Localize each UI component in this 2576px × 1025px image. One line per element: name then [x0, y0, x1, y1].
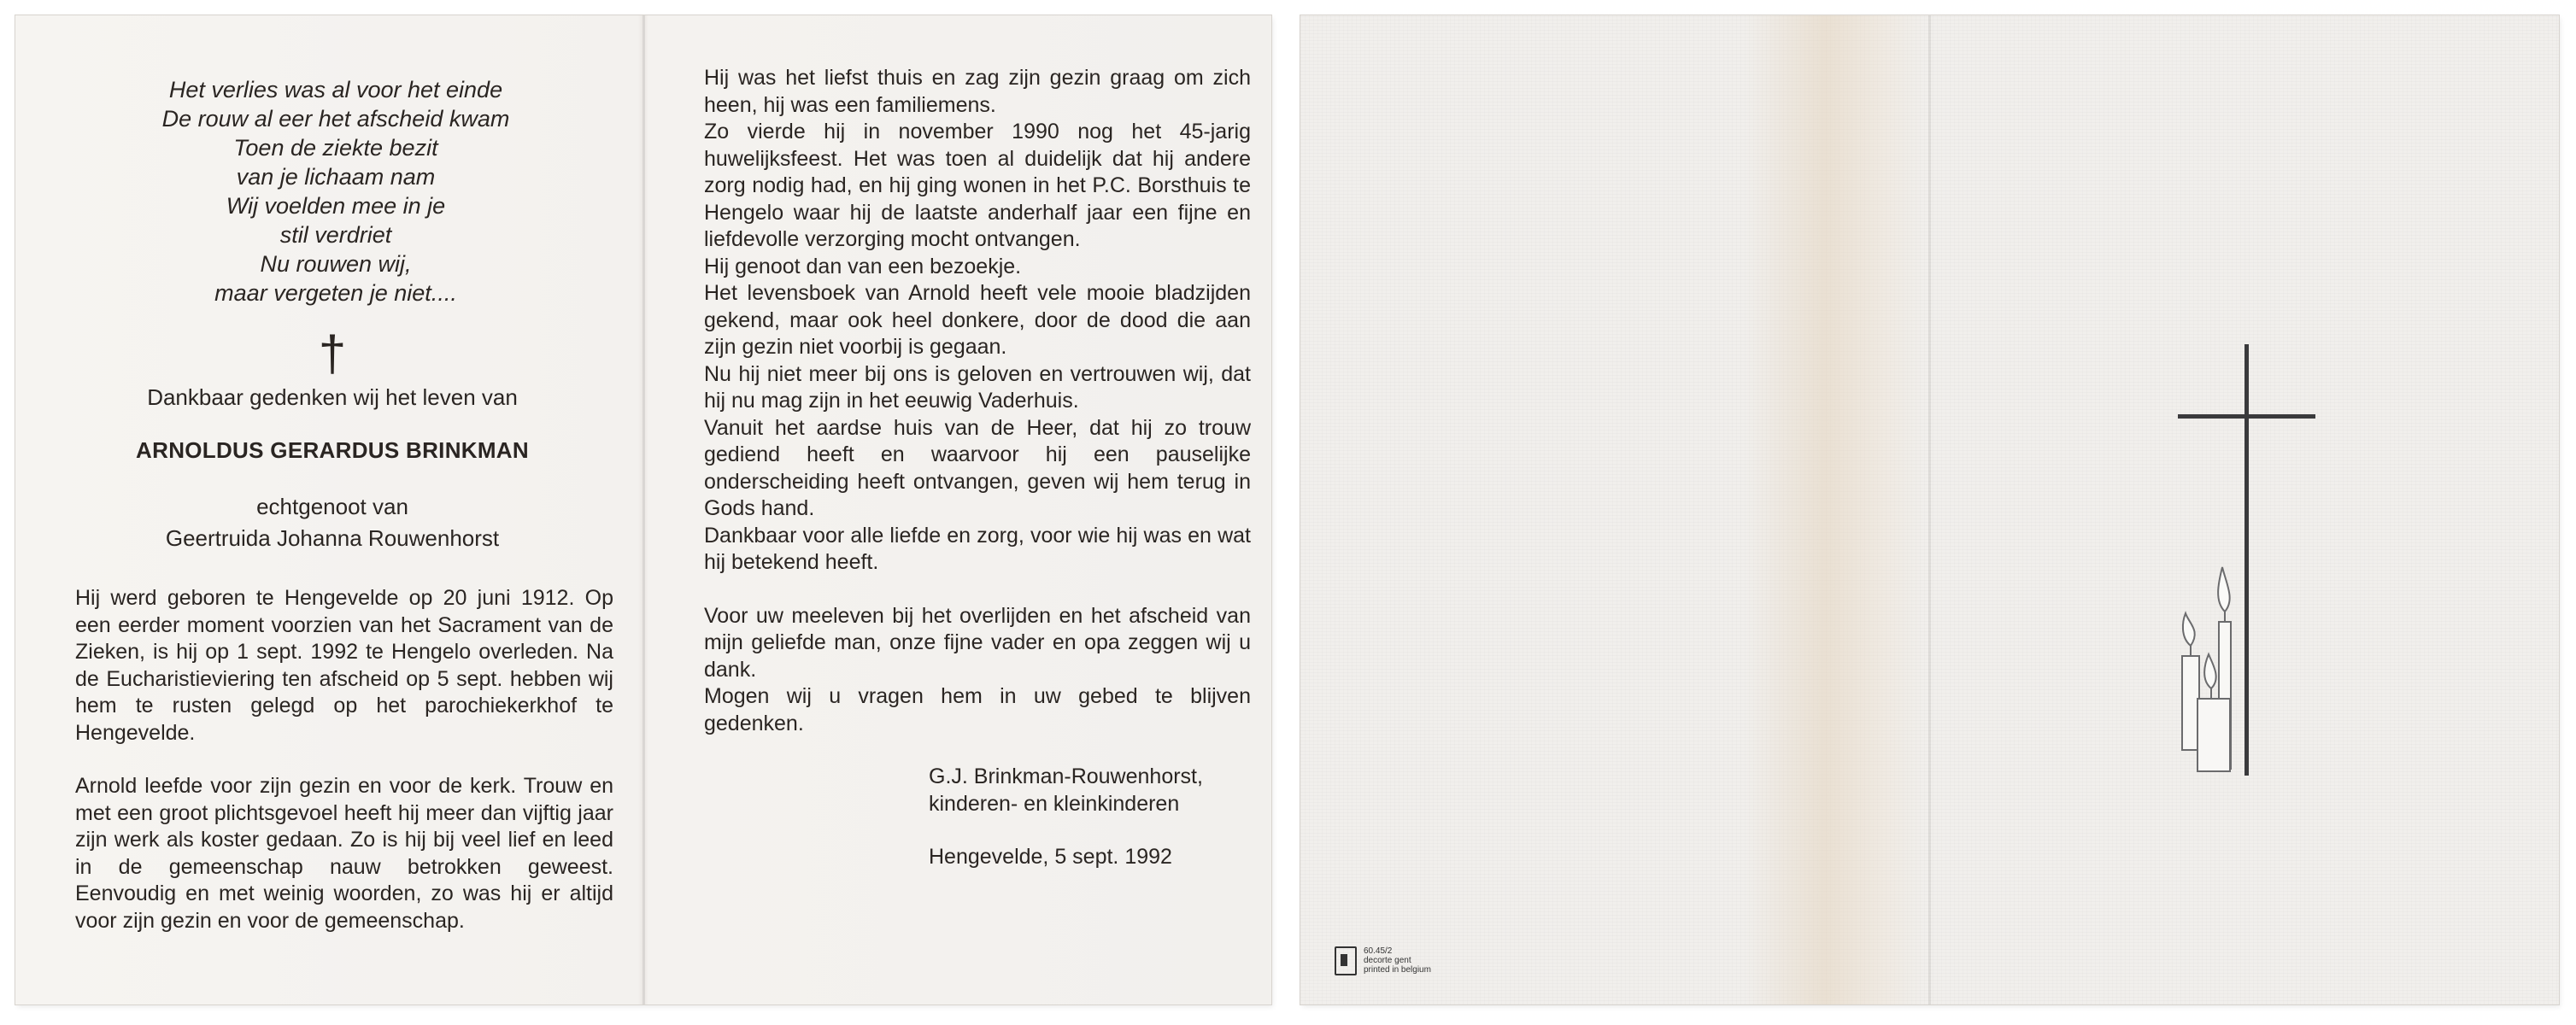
- spouse-name: Geertruida Johanna Rouwenhorst: [165, 525, 500, 551]
- fold-line: [643, 15, 645, 1004]
- thanks-line: Mogen wij u vragen hem in uw gebed te blijven gedenken.: [704, 684, 1251, 735]
- signature-line-1: G.J. Brinkman-Rouwenhorst,: [929, 764, 1203, 788]
- poem-line: maar vergeten je niet....: [214, 280, 457, 306]
- bio-line: Zo vierde hij in november 1990 nog het 45-jarig huwelijksfeest. Het was toen al duidelijk dat hij andere zorg nodig had, en hij ging wonen in het P.C. Borsthuis te Hengelo waar hij de laatste anderhalf jaar een fijne en liefdevolle verzorging mocht ontvangen.: [704, 120, 1251, 251]
- poem: [58, 75, 613, 308]
- cross-icon: †: [318, 326, 347, 382]
- cross-with-candles-icon: [2138, 306, 2334, 784]
- place-date: Hengevelde, 5 sept. 1992: [929, 845, 1172, 869]
- printer-logo-icon: [1335, 946, 1357, 975]
- cross-vertical-beam: [2244, 344, 2249, 776]
- bio-line: Dankbaar voor alle liefde en zorg, voor wie hij was en wat hij betekend heeft.: [704, 523, 1251, 574]
- bio-line: Hij genoot dan van een bezoekje.: [704, 254, 1022, 278]
- fold-line: [1928, 15, 1931, 1004]
- printer-text: [1364, 946, 1431, 975]
- right-panel: [704, 65, 1251, 871]
- thanks-line: Voor uw meeleven bij het overlijden en het afscheid van mijn geliefde man, onze fijne vader en opa zeggen wij u dank.: [704, 603, 1251, 682]
- bio-line: Vanuit het aardse huis van de Heer, dat hij zo trouw gediend heeft en waarvoor hij een pauselijke onderscheiding heeft ontvangen, geven wij hem terug in Gods hand.: [704, 415, 1251, 520]
- spouse-label: echtgenoot van: [256, 494, 408, 519]
- poem-line: De rouw al eer het afscheid kwam: [161, 106, 510, 132]
- memorial-card-outside: [1300, 15, 2559, 1004]
- bio-paragraph-1: Hij werd geboren te Hengevelde op 20 juni 1912. Op een eerder moment voorzien van het Sacrament van de Zieken, is hij op 1 sept. 1992 te Hengelo overleden. Na de Eucharistieviering ten afscheid op 5 sept. hebben wij hem te rusten gelegd op het parochiekerkhof te Hengevelde.: [75, 586, 613, 745]
- bio-line: Hij was het liefst thuis en zag zijn gezin graag om zich heen, hij was een familiemens.: [704, 66, 1251, 117]
- bio-line: Nu hij niet meer bij ons is geloven en vertrouwen wij, dat hij nu mag zijn in het eeuwig Vaderhuis.: [704, 361, 1251, 413]
- poem-line: stil verdriet: [279, 222, 392, 248]
- printer-name: decorte gent: [1364, 956, 1411, 965]
- poem-line: Het verlies was al voor het einde: [168, 77, 503, 102]
- intro-text: Dankbaar gedenken wij het leven van: [147, 384, 518, 410]
- bio-line: Het levensboek van Arnold heeft vele mooie bladzijden gekend, maar ook heel donkere, door de dood die aan zijn gezin niet voorbij is gegaan.: [704, 281, 1251, 359]
- memorial-card-inside: [15, 15, 1271, 1004]
- printer-code: 60.45/2: [1364, 946, 1393, 956]
- spouse-block: [51, 491, 613, 554]
- paper-stain: [1745, 15, 1924, 1004]
- bio-paragraph-2: Arnold leefde voor zijn gezin en voor de kerk. Trouw en met een groot plichtsgevoel heeft hij meer dan vijftig jaar zijn werk als koster gedaan. Zo is hij bij veel lief en leed in de gemeenschap nauw betrokken geweest. Eenvoudig en met weinig woorden, zo was hij er altijd voor zijn gezin en voor de gemeenschap.: [75, 774, 613, 933]
- poem-line: Nu rouwen wij,: [260, 251, 412, 277]
- printer-origin: printed in belgium: [1364, 965, 1431, 975]
- deceased-name: ARNOLDUS GERARDUS BRINKMAN: [136, 436, 529, 463]
- poem-line: Toen de ziekte bezit: [233, 135, 438, 161]
- cross-horizontal-beam: [2178, 414, 2315, 419]
- printer-mark: [1335, 946, 1431, 975]
- poem-line: Wij voelden mee in je: [226, 193, 446, 219]
- left-panel: [75, 60, 613, 934]
- signature-line-2: kinderen- en kleinkinderen: [929, 791, 1180, 816]
- poem-line: van je lichaam nam: [236, 164, 436, 190]
